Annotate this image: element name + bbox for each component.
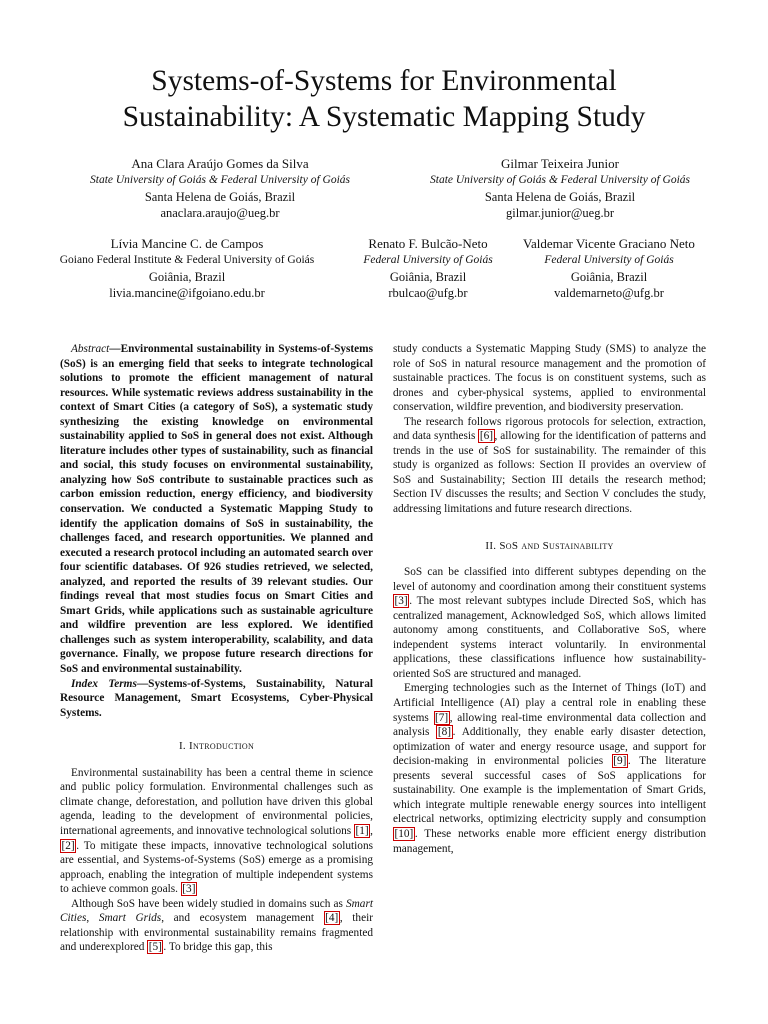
text-run: . These networks enable more efficient energy distribution management, [393, 827, 706, 855]
citation-link[interactable]: [7] [435, 711, 449, 724]
section-number: I. [178, 740, 190, 753]
author-affiliation: State University of Goiás & Federal University of Goiás [430, 174, 690, 187]
intro-paragraph-1: Environmental sustainability has been a central theme in science and public policy formulation. Environmental challenges such as climate change, deforestation, and pollution have driven this global agenda, leading to the development of environmental policies, international agreements, and innovative technological solutions [1] , [2] . To mitigate these impacts, innovative technological solutions are essential, and Systems-of-Systems (SoS) emerge as a promising approach, enabling the integration of multiple independent systems to achieve common goals. [3] [60, 766, 373, 896]
section-number: II. [485, 539, 500, 552]
text-run: . To bridge this gap, this [163, 941, 273, 954]
citation-link[interactable]: [10] [394, 827, 414, 840]
author-email: rbulcao@ufg.br [388, 285, 468, 300]
citation-link[interactable]: [6] [479, 430, 493, 443]
section-title: SoS and Sustainability [499, 539, 614, 552]
title-line-1: Systems-of-Systems for Environmental [151, 65, 617, 97]
text-run: Although SoS have been widely studied in domains such as [71, 897, 346, 910]
author-email: valdemarneto@ufg.br [554, 285, 664, 300]
citation-link[interactable]: [5] [148, 941, 162, 954]
author-affiliation: Federal University of Goiás [544, 254, 674, 267]
sos-paragraph-1 [393, 565, 706, 681]
author-block-4 [352, 236, 504, 301]
author-location: Santa Helena de Goiás, Brazil [144, 189, 296, 204]
intro-paragraph-3: study conducts a Systematic Mapping Study (SMS) to analyze the role of SoS in natural resource management and the promotion of sustainable practices. The focus is on constituent systems, such as drones and cyber-physical systems, applied to environmental conservation, wildfire prevention, and biodiversity preservation. [393, 343, 706, 414]
index-terms [60, 677, 373, 721]
citation-link[interactable]: [2] [61, 839, 75, 852]
right-column [393, 342, 706, 856]
author-name: Ana Clara Araújo Gomes da Silva [131, 156, 309, 171]
author-affiliation: Goiano Federal Institute & Federal University of Goiás [59, 254, 315, 267]
author-email: anaclara.araujo@ueg.br [160, 205, 280, 220]
author-location: Goiânia, Brazil [389, 269, 467, 284]
citation-link[interactable]: [3] [394, 595, 408, 608]
author-name: Lívia Mancine C. de Campos [110, 236, 264, 251]
text-run: . The literature presents several successful cases of SoS applications for sustainability. One example is the implementation of Smart Grids, which integrate multiple renewable energy sources into intelligent electrical networks, optimizing electricity supply and consumption [393, 755, 707, 826]
left-column [60, 342, 373, 955]
author-name: Valdemar Vicente Graciano Neto [523, 236, 695, 251]
text-run: . To mitigate these impacts, innovative technological solutions are essential, and Systems-of-Systems (SoS) emerge as a promising approach, enabling the integration of multiple independent systems to achieve common goals. [60, 839, 373, 896]
text-run: , their relationship with environmental sustainability remains fragmented and underexplored [60, 912, 373, 954]
abstract [60, 342, 373, 677]
abstract-text: —Environmental sustainability in Systems-of-Systems (SoS) is an emerging field that seeks to integrate technological solutions to promote the efficient management of natural resources. While systematic reviews address sustainability in the context of Smart Cities (a category of SoS), a systematic study synthesizing the existing knowledge on environmental sustainability applied to SoS in general does not exist. Although literature includes other types of sustainability, such as financial and social, this study focuses on environmental sustainability, analyzing how SoS contribute to sustainable practices such as carbon emission reduction, energy efficiency, and biodiversity conservation. We conducted a Systematic Mapping Study to identify the application domains of SoS in sustainability, the challenges faced, and research opportunities. We planned and executed a research protocol including an automated search over four scientific databases. Of 926 studies retrieved, we selected, analyzed, and reported the results of 39 relevant studies. Our findings reveal that most studies focus on Smart Cities and Smart Grids, while applications such as sustainable agriculture and wildfire prevention are less explored. We identified challenges such as system interoperability, scalability, and data governance. Finally, we propose future research directions for SoS and environmental sustainability. [60, 343, 373, 676]
citation-link[interactable]: [4] [325, 912, 339, 925]
text-run: SoS can be classified into different subtypes depending on the level of autonomy and coordination among their constituent systems [393, 566, 706, 593]
section-heading-introduction [60, 739, 373, 754]
text-run: Emerging technologies such as the Internet of Things (IoT) and Artificial Intelligence (AI) play a central role in enabling these systems [393, 682, 706, 724]
author-affiliation: Federal University of Goiás [363, 254, 493, 267]
author-block-1 [70, 156, 370, 221]
author-email: livia.mancine@ifgoiano.edu.br [109, 285, 265, 300]
author-location: Santa Helena de Goiás, Brazil [484, 189, 636, 204]
text-run: , [86, 912, 99, 925]
text-run: . The most relevant subtypes include Directed SoS, which has centralized management, Acknowledged SoS, which allows limited autonomy among constituents, and Collaborative SoS, where independent systems interact voluntarily. In environmental applications, these classifications influence how sustainability-oriented SoS are structured and managed. [393, 595, 706, 680]
citation-link[interactable]: [3] [182, 883, 196, 896]
text-run: , allowing for the identification of patterns and trends in the use of SoS for sustainability. The remainder of this study is organized as follows: Section II provides an overview of SoS and Sustainability; Section III details the research method; Section IV discusses the results; and Section V concludes the study, addressing limitations and future research directions. [393, 430, 706, 516]
author-block-5 [506, 236, 712, 301]
text-run: Environmental sustainability has been a central theme in science and public policy formulation. Environmental challenges such as climate change, deforestation, and pollution have driven this global agenda, leading to the development of environmental policies, international agreements, and innovative technological solutions [60, 766, 373, 837]
intro-paragraph-4 [393, 415, 706, 517]
paper-title [40, 63, 728, 135]
abstract-label: Abstract [71, 343, 110, 355]
text-run: Smart Grids [98, 912, 162, 925]
title-line-2: Sustainability: A Systematic Mapping Study [122, 101, 646, 133]
text-run: , allowing real-time environmental data collection and analysis [393, 711, 706, 739]
sos-paragraph-2 [393, 681, 706, 856]
intro-paragraph-2 [60, 897, 373, 955]
text-run: . Additionally, they enable early disaster detection, optimization of water and energy resource usage, and support for decision-making in environmental policies [393, 726, 706, 768]
citation-link[interactable]: [1] [355, 824, 369, 837]
author-block-2 [410, 156, 710, 221]
text-run: The research follows rigorous protocols for selection, extraction, and data synthesis [393, 415, 706, 443]
author-email: gilmar.junior@ueg.br [505, 205, 615, 220]
author-name: Renato F. Bulcão-Neto [368, 236, 488, 251]
index-terms-label: Index Terms [71, 677, 137, 690]
author-location: Goiânia, Brazil [148, 269, 226, 284]
section-title: Introduction [189, 740, 255, 753]
author-block-3 [28, 236, 346, 301]
text-run: Smart Cities [60, 897, 373, 925]
citation-link[interactable]: [8] [437, 726, 452, 739]
author-location: Goiânia, Brazil [570, 269, 648, 284]
index-terms-text: —Systems-of-Systems, Sustainability, Natural Resource Management, Smart Ecosystems, Cyber-Physical Systems. [60, 677, 373, 719]
author-affiliation: State University of Goiás & Federal University of Goiás [90, 174, 350, 187]
text-run: , and ecosystem management [161, 912, 324, 925]
citation-link[interactable]: [9] [613, 755, 627, 768]
section-heading-sos-sustainability [393, 539, 706, 554]
author-name: Gilmar Teixeira Junior [501, 156, 619, 171]
